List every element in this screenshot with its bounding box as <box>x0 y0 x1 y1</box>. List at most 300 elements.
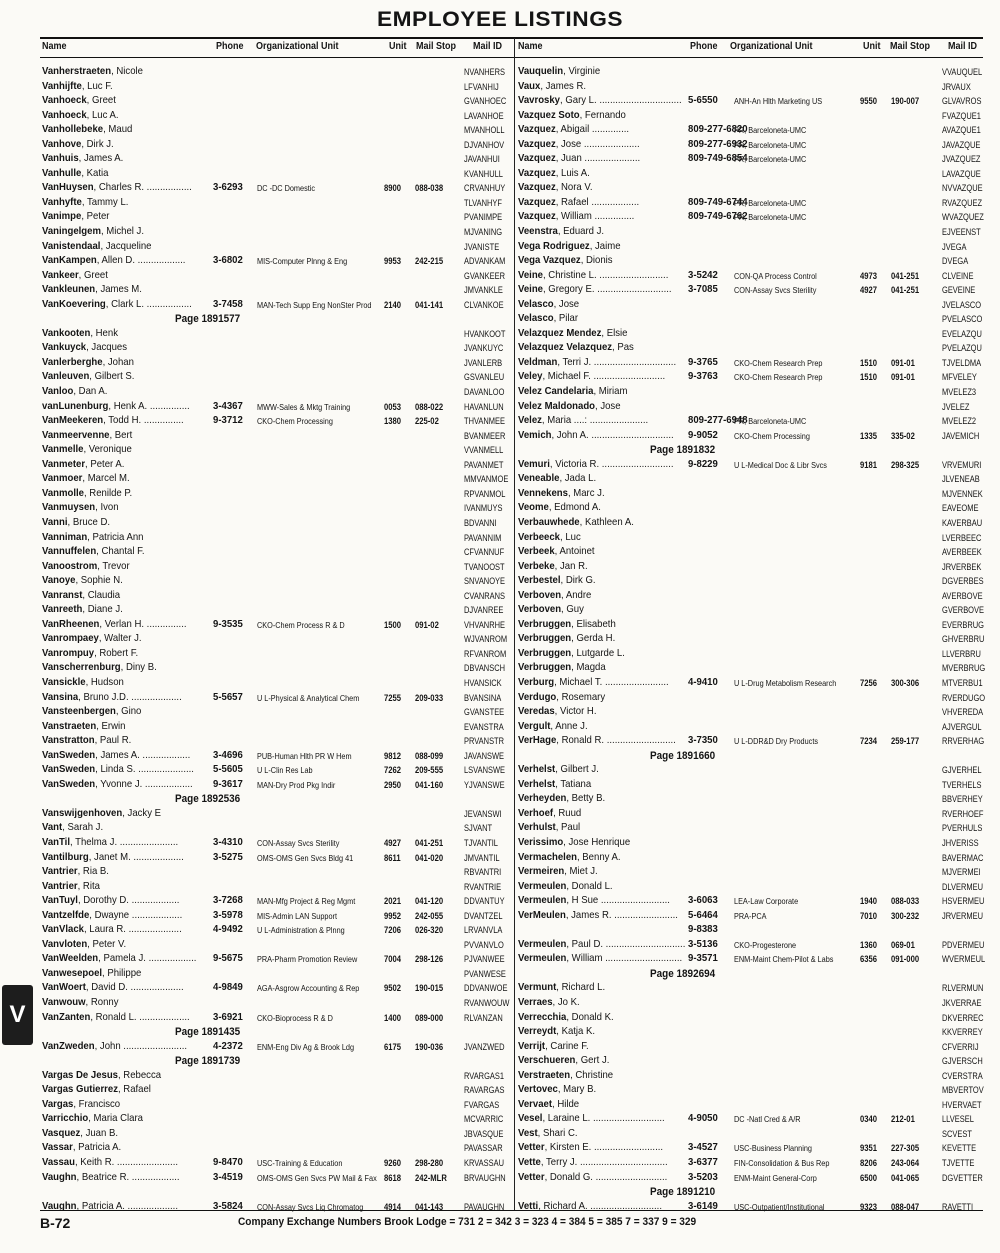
list-item <box>518 1141 986 1156</box>
mail-id: AJVERGUL <box>942 721 982 732</box>
employee-name <box>42 778 193 793</box>
last-name: Vassau <box>42 1157 75 1169</box>
first-name: , Johan <box>102 356 134 368</box>
list-item <box>42 996 510 1011</box>
employee-name <box>42 400 190 415</box>
last-name: Vanistendaal <box>42 240 101 252</box>
list-item <box>42 1040 510 1055</box>
last-name: Vaux <box>518 80 541 92</box>
list-item <box>518 181 986 196</box>
list-item <box>518 1054 986 1069</box>
mail-id: JAVAZQUE <box>942 139 981 150</box>
first-name: , Hilde <box>552 1098 580 1110</box>
header-unit: Unit <box>389 41 407 52</box>
employee-name <box>518 996 580 1011</box>
phone: 4-2372 <box>213 1040 243 1052</box>
first-name: , Todd H. ............... <box>103 415 184 427</box>
last-name: Vanniman <box>42 531 88 543</box>
phone: 3-5978 <box>213 909 243 921</box>
last-name: Vanmoer <box>42 473 83 485</box>
phone: 3-6802 <box>213 255 243 267</box>
employee-name <box>518 516 634 531</box>
mail-id: LAVANHOE <box>464 110 504 121</box>
employee-name <box>518 909 678 924</box>
phone: 809-277-6820 <box>688 124 748 136</box>
employee-name <box>42 865 109 880</box>
employee-name <box>42 487 132 502</box>
list-item <box>518 356 986 371</box>
employee-name <box>42 574 123 589</box>
mail-id: HAVANLUN <box>464 401 504 412</box>
list-item <box>42 516 510 531</box>
mail-id: JMVANTIL <box>464 852 500 863</box>
mail-stop: 091-01 <box>891 357 915 368</box>
last-name: Verhelst <box>518 778 556 790</box>
page-number: B-72 <box>40 1215 71 1231</box>
unit: 4927 <box>860 285 878 296</box>
first-name: , Christine <box>570 1069 614 1081</box>
list-item <box>42 545 510 560</box>
list-item <box>518 414 986 429</box>
last-name: Vankuyck <box>42 342 87 354</box>
list-item <box>518 676 986 691</box>
first-name: , Hudson <box>85 676 124 688</box>
first-name: , Luis A. <box>555 167 590 179</box>
mail-id: CRVANHUY <box>464 183 506 194</box>
last-name: VanRheenen <box>42 618 100 630</box>
mail-id: MJVENNEK <box>942 488 983 499</box>
mail-stop: 091-02 <box>415 619 439 630</box>
mail-id: JVEGA <box>942 241 967 252</box>
mail-id: PAVASSAR <box>464 1143 503 1154</box>
first-name: , Donald L. <box>566 880 613 892</box>
first-name: , Rafael <box>117 1084 151 1096</box>
employee-name <box>42 967 141 982</box>
mail-id: DDVANWOE <box>464 983 508 994</box>
employee-name <box>518 1025 595 1040</box>
list-item <box>42 661 510 676</box>
employee-name <box>518 763 599 778</box>
last-name: Vemuri <box>518 458 550 470</box>
last-name: Vanranst <box>42 589 83 601</box>
mail-id: LRVANVLA <box>464 925 503 936</box>
first-name: , Abigail .............. <box>555 124 630 136</box>
phone: 809-749-6744 <box>688 196 748 208</box>
list-item <box>518 560 986 575</box>
last-name: Vaughn <box>42 1200 77 1212</box>
last-name: Vergult <box>518 720 551 732</box>
mail-id: VVAUQUEL <box>942 67 983 77</box>
unit: 8618 <box>384 1172 402 1183</box>
mail-id: GEVEINE <box>942 285 976 296</box>
org-unit: ENM-Maint General-Corp <box>734 1172 817 1183</box>
last-name: Vanscherrenburg <box>42 662 121 674</box>
first-name: , Jacky E <box>122 807 162 819</box>
list-item <box>42 254 510 269</box>
last-name: Vega Rodriguez <box>518 240 590 252</box>
phone: 5-5605 <box>213 764 243 776</box>
last-name: Verrecchia <box>518 1011 567 1023</box>
mail-stop: 225-02 <box>415 416 439 427</box>
org-unit: USC-Outpatient/Institutional <box>734 1201 825 1212</box>
mail-id: CVANRANS <box>464 590 505 601</box>
header-mail-stop: Mail Stop <box>890 41 931 52</box>
first-name: , Yvonne J. .................. <box>95 778 193 790</box>
employee-name <box>42 196 128 211</box>
list-item <box>42 880 510 895</box>
list-item <box>518 909 986 924</box>
mail-id: SCVEST <box>942 1128 972 1139</box>
last-name: Vanstratton <box>42 735 95 747</box>
list-item <box>518 254 986 269</box>
first-name: , Tammy L. <box>81 196 129 208</box>
employee-name <box>42 734 131 749</box>
exchange-numbers: Company Exchange Numbers Brook Lodge = 731 2 = 342 3 = 323 4 = 384 5 = 385 7 = 337 9 = 329 <box>238 1216 697 1228</box>
org-unit: OMS-OMS Gen Svcs Bldg 41 <box>257 852 354 863</box>
last-name: Veredas <box>518 706 555 718</box>
list-item <box>518 487 986 502</box>
mail-stop: 091-000 <box>891 954 920 965</box>
list-item <box>42 807 510 822</box>
list-item <box>518 472 986 487</box>
mail-id: VVANMELL <box>464 445 504 456</box>
employee-name <box>42 661 157 676</box>
last-name: Vannuffelen <box>42 546 97 558</box>
first-name: , Bert <box>109 429 133 441</box>
employee-name <box>518 240 621 255</box>
first-name: , Gino <box>115 706 142 718</box>
list-item <box>42 923 510 938</box>
unit: 9953 <box>384 256 402 267</box>
employee-name <box>42 109 119 124</box>
mail-id: VRVEMURI <box>942 459 982 470</box>
mail-id: MVELEZ2 <box>942 416 977 427</box>
mail-stop: 212-01 <box>891 1114 915 1125</box>
last-name: Verbestel <box>518 575 561 587</box>
first-name: , Jose ..................... <box>555 138 640 150</box>
last-name: Vazquez <box>518 211 556 223</box>
employee-name <box>42 952 196 967</box>
mail-id: TLVANHYF <box>464 197 502 208</box>
last-name: Vanherstraeten <box>42 66 112 77</box>
list-item <box>42 109 510 124</box>
mail-id: DKVERREC <box>942 1012 984 1023</box>
phone: 3-4519 <box>213 1171 243 1183</box>
mail-id: JBVASQUE <box>464 1128 504 1139</box>
employee-name <box>42 851 184 866</box>
employee-name <box>518 618 616 633</box>
last-name: VanTil <box>42 836 70 848</box>
mail-id: BVANSINA <box>464 692 502 703</box>
phone: 809-749-6762 <box>688 211 748 223</box>
last-name: Verrijt <box>518 1040 546 1052</box>
mail-id: JLVENEAB <box>942 474 980 485</box>
header-name: Name <box>518 41 543 52</box>
list-item <box>518 210 986 225</box>
first-name: , Magda <box>571 662 606 674</box>
first-name: , Dwayne ................... <box>89 909 183 921</box>
employee-name <box>518 545 595 560</box>
mail-id: JAVANHUI <box>464 154 500 165</box>
last-name: Vaughn <box>42 1171 77 1183</box>
list-item <box>518 851 986 866</box>
list-item <box>42 167 510 182</box>
first-name: , Dirk G. <box>560 575 596 587</box>
employee-name <box>518 123 629 138</box>
list-item <box>518 821 986 836</box>
employee-name <box>518 1171 667 1186</box>
mail-stop: 041-120 <box>415 896 444 907</box>
first-name: , Tatiana <box>555 778 592 790</box>
mail-id: GVANSTEE <box>464 707 505 718</box>
employee-name <box>42 647 138 662</box>
mail-id: NVANHERS <box>464 67 505 77</box>
list-item <box>518 370 986 385</box>
unit: 6175 <box>384 1041 402 1052</box>
first-name: , Fernando <box>579 109 626 121</box>
list-item <box>518 1040 986 1055</box>
mail-id: JVELEZ <box>942 401 970 412</box>
list-item <box>518 894 986 909</box>
first-name: , William ............... <box>555 211 635 223</box>
employee-name <box>42 458 124 473</box>
first-name: , Clark L. ................. <box>105 298 192 310</box>
employee-name <box>42 531 144 546</box>
employee-name <box>42 65 143 80</box>
header-mail-stop: Mail Stop <box>416 41 457 52</box>
list-item <box>518 705 986 720</box>
first-name: , Rita <box>77 880 100 892</box>
list-item <box>42 778 510 793</box>
list-item <box>42 632 510 647</box>
first-name: , Bruce D. <box>67 516 111 528</box>
mail-id: HVERVAET <box>942 1099 982 1110</box>
last-name: Vantrier <box>42 880 78 892</box>
last-name: Verstraeten <box>518 1069 571 1081</box>
last-name: Vanoye <box>42 575 76 587</box>
first-name: , Peter A. <box>85 458 125 470</box>
mail-stop: 088-099 <box>415 750 444 761</box>
employee-name <box>42 807 161 822</box>
first-name: , Henk A. ............... <box>108 400 190 412</box>
list-item <box>518 327 986 342</box>
last-name: Veome <box>518 502 549 514</box>
unit: 4914 <box>384 1201 402 1212</box>
first-name: , Juan ..................... <box>555 153 641 165</box>
employee-name <box>42 923 182 938</box>
list-item <box>518 1011 986 1026</box>
last-name: Vanvloten <box>42 938 88 950</box>
list-item <box>42 414 510 429</box>
first-name: , Dionis <box>580 255 613 267</box>
list-item <box>42 341 510 356</box>
list-item <box>42 618 510 633</box>
first-name: , Patricia Ann <box>87 531 144 543</box>
org-unit: PRA-PCA <box>734 910 767 921</box>
first-name: , Maria ....: ...................... <box>541 415 649 427</box>
org-unit: DC -Natl Cred & A/R <box>734 1114 801 1125</box>
last-name: Vanmelle <box>42 444 84 456</box>
employee-name <box>518 400 621 415</box>
mail-id: MJVANING <box>464 227 503 238</box>
mail-id: TJVANTIL <box>464 837 498 848</box>
last-name: Velazquez Velazquez <box>518 342 613 354</box>
org-unit: PUB-Human Hlth PR W Hem <box>257 750 352 761</box>
unit: 2140 <box>384 299 402 310</box>
mail-id: MFVELEY <box>942 372 977 383</box>
first-name: , Veronique <box>83 444 132 456</box>
first-name: , Laraine L. ........................... <box>542 1113 665 1125</box>
org-unit: U L-Physical & Analytical Chem <box>257 692 360 703</box>
list-item <box>518 836 986 851</box>
mail-id: LVERBEEC <box>942 532 982 543</box>
phone: 9-9052 <box>688 429 718 441</box>
left-listing <box>42 65 510 1214</box>
last-name: Vermeulen <box>518 938 567 950</box>
mail-id: JRVERMEU <box>942 910 983 921</box>
last-name: VanSweden <box>42 764 96 776</box>
list-item <box>518 138 986 153</box>
employee-name <box>518 632 615 647</box>
mail-id: DDVANTUY <box>464 896 505 907</box>
mail-id: LAVAZQUE <box>942 168 981 179</box>
employee-name <box>42 298 192 313</box>
phone: 9-3765 <box>688 356 718 368</box>
list-item <box>518 996 986 1011</box>
employee-name <box>42 981 184 996</box>
first-name: , Lutgarde L. <box>571 647 625 659</box>
employee-name <box>518 894 670 909</box>
list-item <box>42 80 510 95</box>
mail-id: PVERHULS <box>942 823 983 834</box>
mail-id: RVARGAS1 <box>464 1070 505 1081</box>
mail-id: CLVANKOE <box>464 299 504 310</box>
first-name: , Chantal F. <box>96 546 145 558</box>
mail-id: MVELEZ3 <box>942 387 977 398</box>
mail-id: PJVANWEE <box>464 954 505 965</box>
last-name: Vanlerberghe <box>42 356 103 368</box>
list-item <box>518 763 986 778</box>
list-item <box>42 647 510 662</box>
page-reference-text: Page 1891435 <box>175 1026 241 1039</box>
employee-name <box>518 1069 613 1084</box>
mail-stop: 041-065 <box>891 1172 920 1183</box>
mail-id: EVANSTRA <box>464 721 504 732</box>
employee-name <box>42 1141 121 1156</box>
last-name: Vanhyfte <box>42 196 82 208</box>
list-item <box>518 574 986 589</box>
list-item <box>42 210 510 225</box>
first-name: , Patricia A. ................... <box>76 1200 179 1212</box>
org-unit: U L-Medical Doc & Libr Svcs <box>734 459 827 470</box>
list-item <box>42 531 510 546</box>
last-name: Vantzelfde <box>42 909 90 921</box>
header-unit: Unit <box>863 41 881 52</box>
first-name: , James R. <box>540 80 587 92</box>
list-item <box>42 952 510 967</box>
phone: 4-9410 <box>688 676 718 688</box>
mail-stop: 243-064 <box>891 1158 920 1169</box>
last-name: VanTuyl <box>42 895 78 907</box>
mail-id: FVAZQUE1 <box>942 110 981 121</box>
phone: 9-5675 <box>213 953 243 965</box>
first-name: , Jo K. <box>552 997 580 1008</box>
unit: 0340 <box>860 1114 878 1125</box>
list-item <box>42 909 510 924</box>
employee-name <box>42 1127 118 1142</box>
list-item <box>42 501 510 516</box>
list-item <box>42 240 510 255</box>
list-item <box>518 400 986 415</box>
mail-id: DGVETTER <box>942 1172 983 1183</box>
unit: 1940 <box>860 896 878 907</box>
mail-stop: 242-055 <box>415 910 444 921</box>
mail-id: GHVERBRU <box>942 634 985 645</box>
last-name: Vanloo <box>42 386 74 398</box>
last-name: Vasquez <box>42 1127 81 1139</box>
mail-stop: 041-020 <box>415 852 444 863</box>
mail-id: MVANHOLL <box>464 125 505 136</box>
mail-id: JHVERISS <box>942 837 979 848</box>
phone: 3-7085 <box>688 284 718 296</box>
phone: 4-9050 <box>688 1113 718 1125</box>
list-item <box>518 269 986 284</box>
first-name: , John ........................ <box>94 1040 188 1052</box>
mail-id: JRVERBEK <box>942 561 982 572</box>
last-name: Vankleunen <box>42 284 96 296</box>
first-name: , Richard L. <box>556 982 606 994</box>
first-name: , Janet M. ................... <box>88 851 184 863</box>
employee-name <box>42 763 194 778</box>
employee-name <box>42 618 187 633</box>
mail-id: MVERBRUG <box>942 663 986 674</box>
last-name: Vanhollebeke <box>42 124 104 136</box>
mail-id: BVANMEER <box>464 430 506 441</box>
mail-id: CVERSTRA <box>942 1070 983 1081</box>
last-name: Vanmolle <box>42 487 84 499</box>
employee-name <box>42 472 130 487</box>
employee-name <box>518 1011 614 1026</box>
phone: 5-5657 <box>213 691 243 703</box>
mail-id: JVANKUYC <box>464 343 504 354</box>
employee-name <box>42 1098 120 1113</box>
unit: 1500 <box>384 619 402 630</box>
employee-name <box>518 65 600 80</box>
last-name: Vanimpe <box>42 211 82 223</box>
unit: 7262 <box>384 765 402 776</box>
mail-id: JVELASCO <box>942 299 982 310</box>
employee-name <box>518 691 605 706</box>
first-name: , Luc F. <box>81 80 113 92</box>
last-name: Vanmuysen <box>42 502 96 514</box>
list-item <box>518 632 986 647</box>
list-item <box>42 152 510 167</box>
first-name: , Eduard J. <box>557 226 605 238</box>
mail-id: KRVASSAU <box>464 1158 505 1169</box>
phone: 9-3763 <box>688 371 718 383</box>
list-item <box>42 443 510 458</box>
page-reference <box>42 1054 510 1069</box>
last-name: Vauquelin <box>518 66 564 77</box>
org-unit: OMS-OMS Gen Svcs PW Mail & Fax <box>257 1172 377 1183</box>
employee-name <box>42 240 151 255</box>
mail-id: TVANOOST <box>464 561 505 572</box>
unit: 9260 <box>384 1158 402 1169</box>
org-unit: DC -DC Domestic <box>257 183 316 194</box>
phone: 5-6550 <box>688 95 718 107</box>
page-reference <box>42 312 510 327</box>
org-unit: CKO-Chem Processing <box>257 416 333 427</box>
